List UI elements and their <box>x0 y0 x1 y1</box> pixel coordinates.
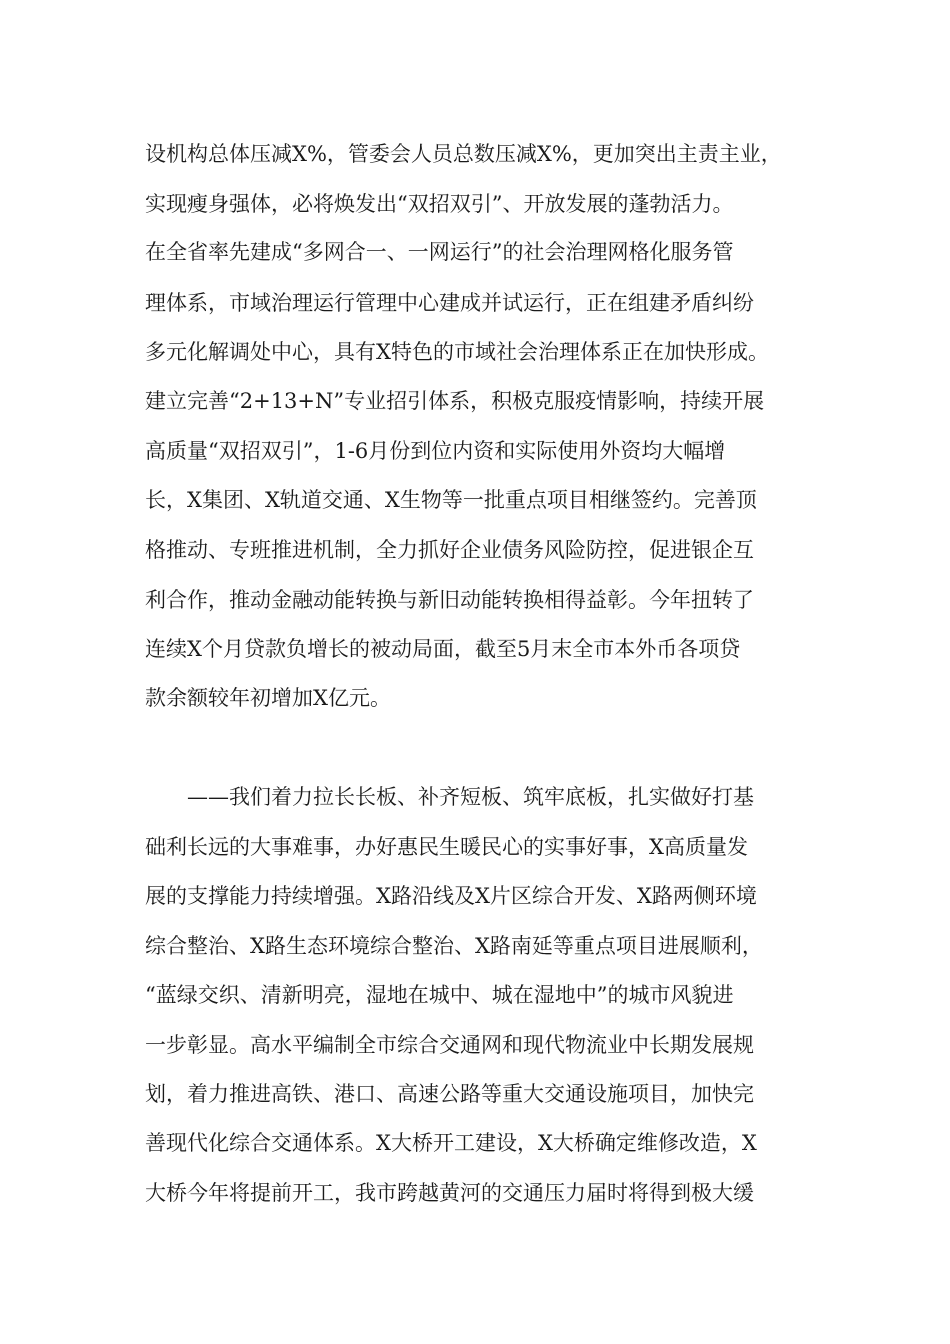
text-line: 长，X集团、X轨道交通、X生物等一批重点项目相继签约。完善顶 <box>145 488 757 512</box>
text-line: 实现瘦身强体，必将焕发出“双招双引”、开放发展的蓬勃活力。 <box>145 192 734 216</box>
text-line: 展的支撑能力持续增强。X路沿线及X片区综合开发、X路两侧环境 <box>145 884 757 908</box>
text-line: 综合整治、X路生态环境综合整治、X路南延等重点项目进展顺利， <box>145 934 763 958</box>
text-line: 利合作，推动金融动能转换与新旧动能转换相得益彰。今年扭转了 <box>145 588 754 612</box>
text-line: 建立完善“2+13+N”专业招引体系，积极克服疫情影响，持续开展 <box>145 389 765 413</box>
text-line: ——我们着力拉长长板、补齐短板、筑牢底板，扎实做好打基 <box>187 785 754 809</box>
text-line: 设机构总体压减X%，管委会人员总数压减X%，更加突出主责主业， <box>145 142 782 166</box>
text-line: 款余额较年初增加X亿元。 <box>145 686 391 710</box>
text-line: 多元化解调处中心，具有X特色的市域社会治理体系正在加快形成。 <box>145 340 769 364</box>
text-line: 连续X个月贷款负增长的被动局面，截至5月末全市本外币各项贷 <box>145 637 741 661</box>
text-line: 大桥今年将提前开工，我市跨越黄河的交通压力届时将得到极大缓 <box>145 1181 754 1205</box>
text-line: 础利长远的大事难事，办好惠民生暖民心的实事好事，X高质量发 <box>145 835 748 859</box>
text-line: 在全省率先建成“多网合一、一网运行”的社会治理网格化服务管 <box>145 240 734 264</box>
text-line: 善现代化综合交通体系。X大桥开工建设，X大桥确定维修改造，X <box>145 1131 757 1155</box>
text-line: 高质量“双招双引”，1-6月份到位内资和实际使用外资均大幅增 <box>145 439 726 463</box>
text-line: 划，着力推进高铁、港口、高速公路等重大交通设施项目，加快完 <box>145 1082 754 1106</box>
text-line: 理体系，市域治理运行管理中心建成并试运行，正在组建矛盾纠纷 <box>145 291 754 315</box>
text-line: “蓝绿交织、清新明亮，湿地在城中、城在湿地中”的城市风貌进 <box>145 983 734 1007</box>
text-line: 一步彰显。高水平编制全市综合交通网和现代物流业中长期发展规 <box>145 1033 754 1057</box>
text-line: 格推动、专班推进机制，全力抓好企业债务风险防控，促进银企互 <box>145 538 754 562</box>
